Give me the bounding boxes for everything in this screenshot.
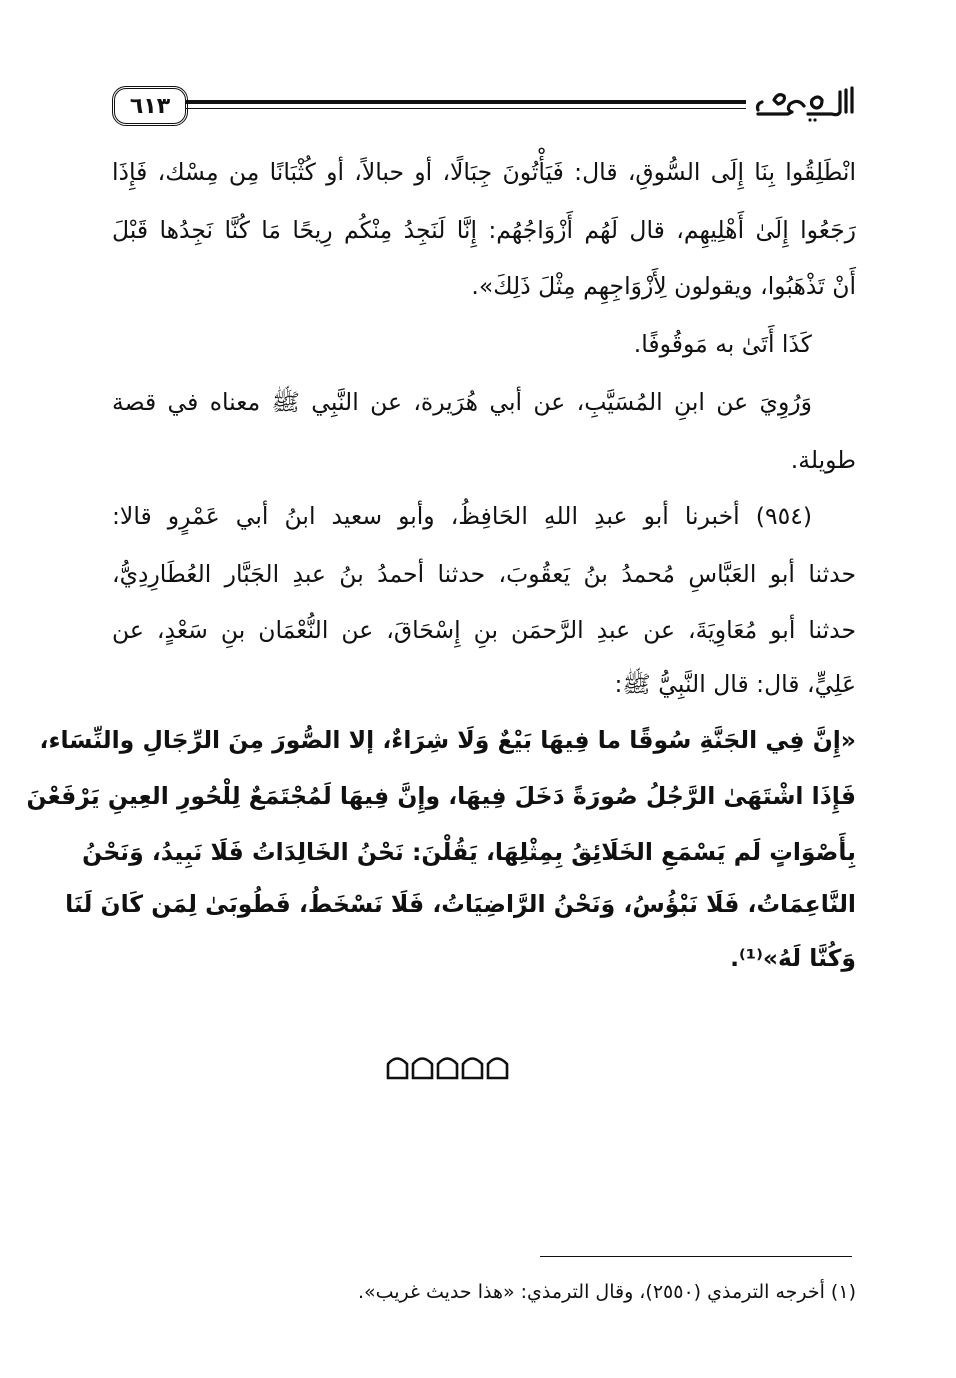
ornament-arch-icon	[411, 1052, 434, 1080]
ornament-arch-icon	[486, 1052, 509, 1080]
header-rule-thin	[186, 108, 746, 109]
hadith-text-line: «إِنَّ فِي الجَنَّةِ سُوقًا ما فِيهَا بَيْعٌ وَلَا شِرَاءٌ، إلا الصُّورَ مِنَ الرِّجَالِ والنِّسَاء،	[39, 726, 856, 754]
text-line: طويلة.	[790, 446, 856, 474]
ornament-arch-icon	[386, 1052, 409, 1080]
text-line: حدثنا أبو مُعَاوِيَةَ، عن عبدِ الرَّحمَن بنِ إِسْحَاقَ، عن النُّعْمَان بنِ سَعْدٍ، عن	[112, 616, 856, 644]
book-title-logo	[748, 82, 856, 122]
book-title-calligraphy-icon	[748, 82, 856, 122]
hadith-text-line: بِأَصْوَاتٍ لَم يَسْمَعِ الخَلَائِقُ بِمِثْلِهَا، يَقُلْنَ: نَحْنُ الخَالِدَاتُ فَلَا نَبِيدُ، وَنَحْنُ	[82, 838, 856, 866]
text-line: رَجَعُوا إِلَىٰ أَهْلِيهِم، قال لَهُم أَزْوَاجُهُم: إِنَّا لَنَجِدُ مِنْكُم رِيحًا مَا كُنَّا نَجِدُها قَبْلَ	[112, 216, 856, 244]
header-rule	[186, 100, 746, 104]
text-line: حدثنا أبو العَبَّاسِ مُحمدُ بنُ يَعقُوبَ، حدثنا أحمدُ بنُ عبدِ الجَبَّار العُطَارِدِيُّ،	[112, 560, 856, 588]
footnote-separator	[540, 1256, 852, 1257]
text-line: كَذَا أَتَىٰ به مَوقُوفًا.	[633, 330, 812, 358]
section-ornament	[386, 1052, 510, 1082]
text-line: عَلِيٍّ، قال: قال النَّبِيُّ ﷺ:	[614, 670, 856, 698]
hadith-text-line: فَإِذَا اشْتَهَىٰ الرَّجُلُ صُورَةً دَخَلَ فِيهَا، وإِنَّ فِيهَا لَمُجْتَمَعٌ لِلْحُورِ العِينِ يَرْفَعْنَ	[26, 782, 856, 810]
ornament-arch-icon	[461, 1052, 484, 1080]
text-line: وَرُوِيَ عن ابنِ المُسَيَّبِ، عن أبي هُرَيرة، عن النَّبِي ﷺ معناه في قصة	[112, 388, 812, 416]
text-line: أَنْ تَذْهَبُوا، ويقولون لِأَزْوَاجِهِم مِثْلَ ذَلِكَ».	[471, 272, 856, 300]
page-number: ٦١٣	[112, 86, 188, 126]
hadith-text-line: النَّاعِمَاتُ، فَلَا نَبْؤُسُ، وَنَحْنُ الرَّاضِيَاتُ، فَلَا نَسْخَطُ، فَطُوبَىٰ لِمَن كَانَ لَنَا	[65, 890, 856, 918]
footnote: (١) أخرجه الترمذي (٢٥٥٠)، وقال الترمذي: «هذا حديث غريب».	[357, 1281, 856, 1303]
ornament-arch-icon	[436, 1052, 459, 1080]
hadith-text-line: وَكُنَّا لَهُ»⁽¹⁾.	[730, 944, 856, 972]
page-header	[112, 86, 856, 128]
text-line: انْطَلِقُوا بِنَا إِلَى السُّوقِ، قال: فَيَأْتُونَ جِبَالًا، أو حبالاً، أو كُثْبَانًا مِن مِسْك، فَإِذَا	[112, 158, 856, 186]
hadith-number-line: (٩٥٤) أخبرنا أبو عبدِ اللهِ الحَافِظُ، وأبو سعيد ابنُ أبي عَمْرٍو قالا:	[112, 502, 812, 530]
